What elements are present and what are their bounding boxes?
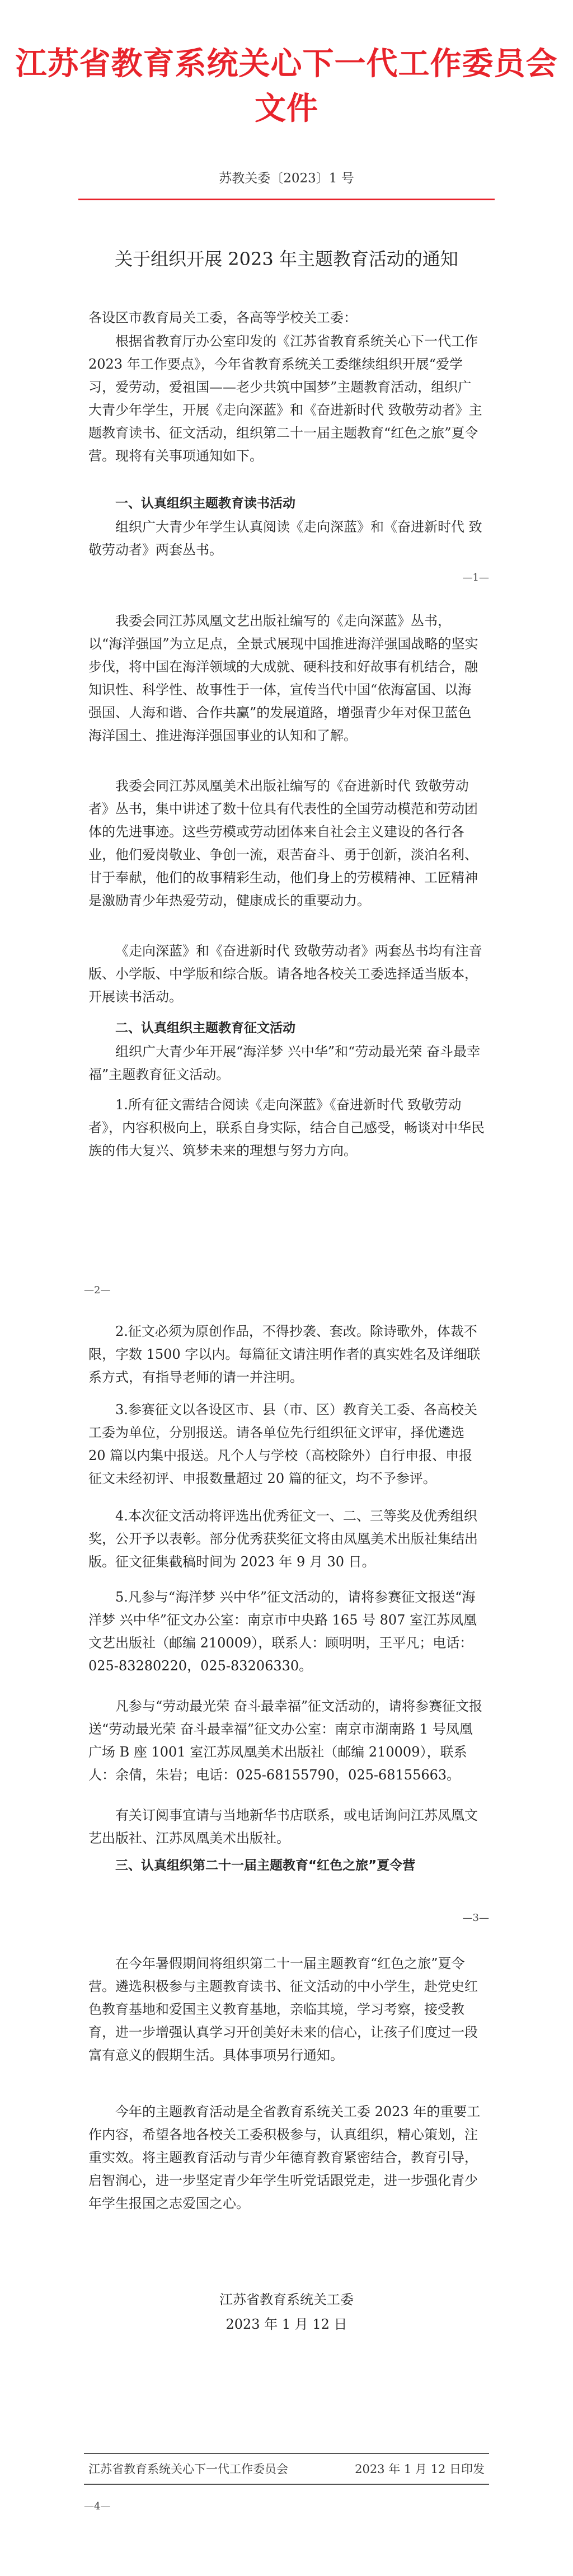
- paragraph-editions: 《走向深蓝》和《奋进新时代 致敬劳动者》两套丛书均有注音版、小学版、中学版和综合版。请各地各校关工委选择适当版本，开展读书活动。: [88, 943, 482, 1005]
- paragraph-ordering: 有关订阅事宜请与当地新华书店联系，或电话询问江苏凤凰文艺出版社、江苏凤凰美术出版社。: [88, 1807, 478, 1846]
- notice-title: 关于组织开展 2023 年主题教育活动的通知: [115, 248, 458, 270]
- footer-print-date: 2023 年 1 月 12 日印发: [355, 2462, 485, 2476]
- footer-bottom-line: [84, 2484, 489, 2485]
- signature-org: 江苏省教育系统关工委: [219, 2292, 354, 2307]
- section-2-item-4: 4.本次征文活动将评选出优秀征文一、二、三等奖及优秀组织奖，公开予以表彰。部分优秀获奖征文将由凤凰美术出版社集结出版。征文征集截稿时间为 2023 年 9 月 30 日。: [88, 1508, 478, 1570]
- section-2-item-3: 3.参赛征文以各设区市、县（市、区）教育关工委、各高校关工委为单位，分别报送。请各单位先行组织征文评审，择优遴选 20 篇以内集中报送。凡个人与学校（高校除外）自行申报、申报征文未经初评、申报数量超过 20 篇的征文，均不予参评。: [88, 1402, 477, 1486]
- section-2-item-1: 1.所有征文需结合阅读《走向深蓝》《奋进新时代 致敬劳动者》，内容积极向上，联系自身实际，结合自己感受，畅谈对中华民族的伟大复兴、筑梦未来的理想与努力方向。: [88, 1097, 485, 1159]
- page-1: [0, 0, 573, 587]
- section-2-paragraph: 组织广大青少年开展“海洋梦 兴中华”和“劳动最光荣 奋斗最幸福”主题教育征文活动。: [88, 1044, 481, 1082]
- page-number: —2—: [84, 1284, 111, 1296]
- document-number: 苏教关委〔2023〕1 号: [219, 171, 354, 186]
- section-2-heading: 二、认真组织主题教育征文活动: [115, 1021, 295, 1035]
- page-number: —1—: [462, 572, 489, 583]
- section-1-paragraph: 组织广大青少年学生认真阅读《走向深蓝》和《奋进新时代 致敬劳动者》两套丛书。: [88, 519, 482, 558]
- intro-paragraph: 根据省教育厅办公室印发的《江苏省教育系统关心下一代工作 2023 年工作要点》，今年省教育系统关工委继续组织开展“爱学习，爱劳动，爱祖国——老少共筑中国梦”主题教育活动，组织广大青少年学生，开展《走向深蓝》和《奋进新时代 致敬劳动者》主题教育读书、征文活动，组织第二十一届主题教育“红色之旅”夏令营。现将有关事项通知如下。: [88, 333, 482, 464]
- footer-issuer: 江苏省教育系统关心下一代工作委员会: [88, 2462, 288, 2476]
- page-3: [0, 1303, 573, 1930]
- page-number: —4—: [84, 2500, 111, 2512]
- paragraph-fenjin-xinshidai: 我委会同江苏凤凰美术出版社编写的《奋进新时代 致敬劳动者》丛书，集中讲述了数十位具有代表性的全国劳动模范和劳动团体的先进事迹。这些劳模或劳动团体来自社会主义建设的各行各业，他们爱岗敬业、争创一流，艰苦奋斗、勇于创新，淡泊名利、甘于奉献，他们的故事精彩生动，他们身上的劳模精神、工匠精神是激励青少年热爱劳动，健康成长的重要动力。: [88, 778, 478, 908]
- section-1-heading: 一、认真组织主题教育读书活动: [115, 496, 295, 511]
- section-3-heading: 三、认真组织第二十一届主题教育“红色之旅”夏令营: [115, 1858, 416, 1873]
- section-2-item-2: 2.征文必须为原创作品，不得抄袭、套改。除诗歌外，体裁不限，字数 1500 字以内。每篇征文请注明作者的真实姓名及详细联系方式，有指导老师的请一并注明。: [88, 1324, 481, 1385]
- section-3-paragraph: 在今年暑假期间将组织第二十一届主题教育“红色之旅”夏令营。遴选积极参与主题教育读书、征文活动的中小学生，赴党史红色教育基地和爱国主义教育基地，亲临其境，学习考察，接受教育，进一步增强认真学习开创美好未来的信心，让孩子们度过一段富有意义的假期生活。具体事项另行通知。: [88, 1956, 478, 2063]
- page-2: [0, 587, 573, 1303]
- section-2-item-5a: 5.凡参与“海洋梦 兴中华”征文活动的，请将参赛征文报送“海洋梦 兴中华”征文办公室：南京市中央路 165 号 807 室江苏凤凰文艺出版社（邮编 210009），联系人：顾明明，王平凡；电话：025-83280220，025-83206330。: [88, 1589, 477, 1674]
- section-2-item-5b: 凡参与“劳动最光荣 奋斗最幸福”征文活动的，请将参赛征文报送“劳动最光荣 奋斗最幸福”征文办公室：南京市湖南路 1 号凤凰广场 B 座 1001 室江苏凤凰美术出版社（邮编 210009），联系人：余倩，朱岩；电话：025-68155790，025-68155663。: [88, 1698, 483, 1783]
- closing-paragraph: 今年的主题教育活动是全省教育系统关工委 2023 年的重要工作内容，希望各地各校关工委积极参与，认真组织，精心策划，注重实效。将主题教育活动与青少年德育教育紧密结合，教育引导，启智润心，进一步坚定青少年学生听党话跟党走，进一步强化青少年学生报国之志爱国之心。: [88, 2104, 481, 2211]
- page-4: [0, 1930, 573, 2576]
- page-number: —3—: [462, 1912, 489, 1924]
- paragraph-zouxiang-shenlan: 我委会同江苏凤凰文艺出版社编写的《走向深蓝》丛书，以“海洋强国”为立足点，全景式展现中国推进海洋强国战略的坚实步伐，将中国在海洋领域的大成就、硬科技和好故事有机结合，融知识性、科学性、故事性于一体，宣传当代中国“依海富国、以海强国、人海和谐、合作共赢”的发展道路，增强青少年对保卫蓝色海洋国土、推进海洋强国事业的认知和了解。: [88, 613, 478, 743]
- footer-imprint: [88, 2460, 485, 2477]
- footer-top-line: [84, 2453, 489, 2454]
- signature-date: 2023 年 1 月 12 日: [226, 2316, 347, 2332]
- red-divider: [78, 199, 495, 200]
- salutation: 各设区市教育局关工委，各高等学校关工委：: [88, 310, 357, 326]
- document-header-title: 江苏省教育系统关心下一代工作委员会文件: [15, 46, 558, 127]
